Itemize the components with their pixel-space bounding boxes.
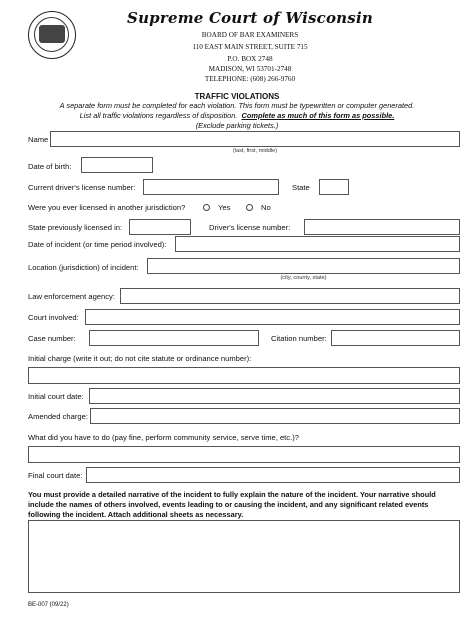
form-title: TRAFFIC VIOLATIONS <box>194 92 280 101</box>
case-label: Case number: <box>28 334 76 343</box>
court-name: Supreme Court of Wisconsin <box>127 9 373 27</box>
yes-radio[interactable] <box>203 204 210 211</box>
no-radio[interactable] <box>246 204 253 211</box>
amended-charge-field[interactable] <box>90 408 460 424</box>
address-street: 110 EAST MAIN STREET, SUITE 715 <box>192 43 308 51</box>
yes-label: Yes <box>218 203 231 212</box>
initial-court-date-field[interactable] <box>89 388 460 404</box>
dob-field[interactable] <box>81 157 153 173</box>
incident-date-label: Date of incident (or time period involved): <box>28 240 167 249</box>
name-hint: (last, first, middle) <box>232 148 278 154</box>
name-label: Name <box>28 135 49 144</box>
license-prev-field[interactable] <box>304 219 460 235</box>
instruction-1: A separate form must be completed for each violation. This form must be typewritten or computer generated. <box>59 101 415 110</box>
incident-date-field[interactable] <box>175 236 460 252</box>
address-city: MADISON, WI 53701-2748 <box>208 65 292 73</box>
narrative-field[interactable] <box>28 520 460 593</box>
amended-charge-label: Amended charge: <box>28 412 88 421</box>
initial-court-date-label: Initial court date: <box>28 392 84 401</box>
court-field[interactable] <box>85 309 460 325</box>
no-label: No <box>261 203 271 212</box>
license-prev-label: Driver's license number: <box>209 223 291 232</box>
what-did-field[interactable] <box>28 446 460 463</box>
state-field[interactable] <box>319 179 349 195</box>
initial-charge-field[interactable] <box>28 367 460 384</box>
instruction-2-text: List all traffic violations regardless of disposition. <box>79 111 238 120</box>
dob-label: Date of birth: <box>28 162 72 171</box>
license-field[interactable] <box>143 179 279 195</box>
state-prev-field[interactable] <box>129 219 191 235</box>
court-label: Court involved: <box>28 313 79 322</box>
what-did-label: What did you have to do (pay fine, perform community service, serve time, etc.)? <box>28 433 299 442</box>
court-seal-logo <box>28 11 76 59</box>
initial-charge-label: Initial charge (write it out; do not cite statute or ordinance number): <box>28 354 252 363</box>
location-field[interactable] <box>147 258 460 274</box>
agency-label: Law enforcement agency: <box>28 292 115 301</box>
instruction-2 <box>20 111 454 120</box>
address-po-box: P.O. BOX 2748 <box>227 55 273 63</box>
board-name: BOARD OF BAR EXAMINERS <box>201 31 299 39</box>
citation-field[interactable] <box>331 330 460 346</box>
narrative-instructions: You must provide a detailed narrative of the incident to fully explain the nature of the incident. Your narrative should include the names of others involved, events leading to or causing the incident, and any significant related events following the incident. Attach additional sheets as necessary. <box>28 490 436 519</box>
agency-field[interactable] <box>120 288 460 304</box>
name-field[interactable] <box>50 131 460 147</box>
state-prev-label: State previously licensed in: <box>28 223 123 232</box>
location-label: Location (jurisdiction) of incident: <box>28 263 139 272</box>
instruction-3: (Exclude parking tickets.) <box>195 121 279 130</box>
case-field[interactable] <box>89 330 259 346</box>
final-court-date-label: Final court date: <box>28 471 83 480</box>
license-label: Current driver's license number: <box>28 183 136 192</box>
final-court-date-field[interactable] <box>86 467 460 483</box>
location-hint: (city, county, state) <box>280 275 327 281</box>
citation-label: Citation number: <box>271 334 327 343</box>
instruction-2-emphasis: Complete as much of this form as possible. <box>241 111 395 120</box>
licensed-other-label: Were you ever licensed in another jurisdiction? <box>28 203 186 212</box>
address-phone: TELEPHONE: (608) 266-9760 <box>204 75 296 83</box>
form-code: BE-007 (09/22) <box>28 602 69 608</box>
state-label: State <box>292 183 310 192</box>
